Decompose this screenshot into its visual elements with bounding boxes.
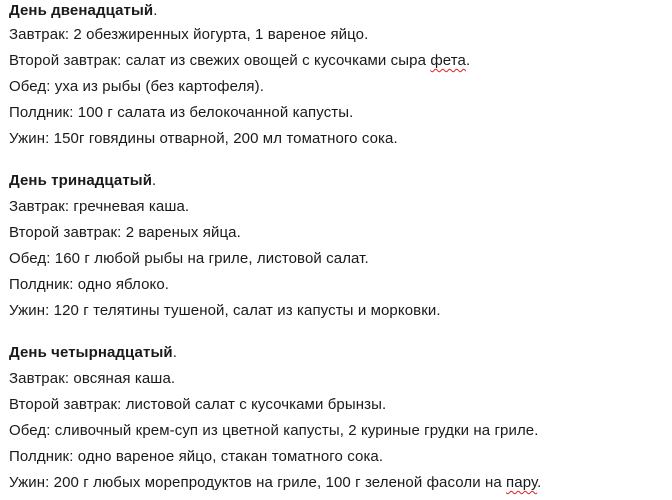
meal-line: Обед: уха из рыбы (без картофеля). [9, 78, 265, 95]
spellcheck-flagged-word[interactable]: пару [506, 474, 538, 491]
paragraph-gap [9, 324, 669, 340]
meal-line: Завтрак: гречневая каша. [9, 198, 190, 215]
meal-line: Ужин: 150г говядины отварной, 200 мл томатного сока. [9, 130, 398, 147]
spellcheck-flagged-word[interactable]: фета [430, 52, 466, 69]
document-body [9, 0, 669, 496]
meal-line: Завтрак: овсяная каша. [9, 370, 176, 387]
meal-line: Второй завтрак: 2 вареных яйца. [9, 224, 241, 241]
meal-text: Второй завтрак: салат из свежих овощей с кусочками сыра [9, 52, 431, 69]
meal-line: Полдник: одно вареное яйцо, стакан томатного сока. [9, 448, 384, 465]
paragraph-gap [9, 152, 669, 168]
day-title: День тринадцатый [9, 172, 153, 189]
day-heading [9, 0, 669, 22]
meal-line: Завтрак: 2 обезжиренных йогурта, 1 вареное яйцо. [9, 26, 369, 43]
day-heading [9, 340, 669, 366]
day-title: День двенадцатый [9, 2, 154, 19]
day-title-suffix: . [152, 172, 157, 189]
meal-line: Обед: 160 г любой рыбы на гриле, листовой салат. [9, 250, 369, 267]
meal-line [9, 470, 669, 496]
meal-text: Ужин: 200 г любых морепродуктов на гриле, 100 г зеленой фасоли на [9, 474, 507, 491]
meal-line: Полдник: 100 г салата из белокочанной капусты. [9, 104, 354, 121]
meal-text-tail: . [465, 52, 471, 69]
day-heading [9, 168, 669, 194]
day-title-suffix: . [153, 2, 158, 19]
meal-line: Обед: сливочный крем-суп из цветной капусты, 2 куриные грудки на гриле. [9, 422, 539, 439]
day-section-12 [9, 0, 669, 152]
meal-line: Полдник: одно яблоко. [9, 276, 170, 293]
day-title-suffix: . [172, 344, 177, 361]
meal-line: Второй завтрак: листовой салат с кусочками брынзы. [9, 396, 387, 413]
day-title: День четырнадцатый [9, 344, 173, 361]
meal-text-tail: . [537, 474, 542, 491]
meal-line [9, 48, 669, 74]
meal-line: Ужин: 120 г телятины тушеной, салат из капусты и морковки. [9, 302, 441, 319]
day-section-13 [9, 168, 669, 324]
day-section-14 [9, 340, 669, 496]
